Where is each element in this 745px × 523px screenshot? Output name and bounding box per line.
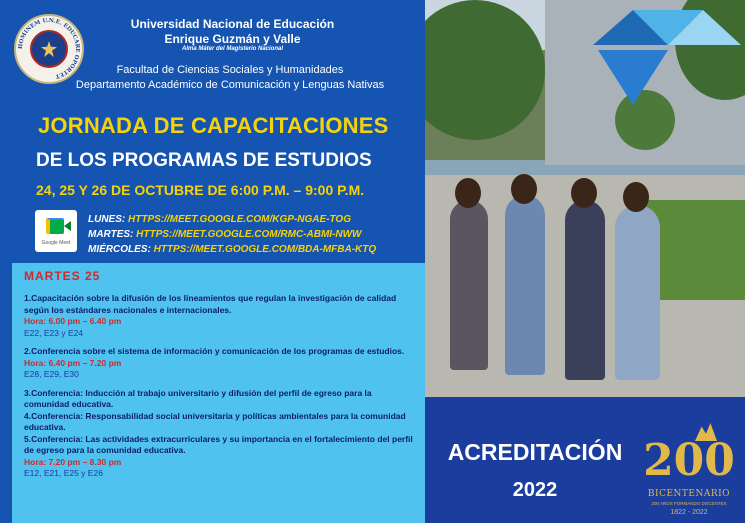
program-item-2: 2.Conferencia sobre el sistema de información y comunicación de los programas de estudios. bbox=[24, 346, 405, 356]
program-item-3: 3.Conferencia: Inducción al trabajo universitario y difusión del perfil de egreso para la comunidad educativa. bbox=[24, 387, 372, 409]
meet-link-url[interactable]: HTTPS://MEET.GOOGLE.COM/KGP-NGAE-TOG bbox=[128, 214, 351, 225]
alma-mater-motto: Alma Máter del Magisterio Nacional bbox=[181, 46, 284, 52]
program-item-4: 4.Conferencia: Responsabilidad social universitaria y políticas ambientales para la comunidad educativa. bbox=[24, 410, 406, 432]
event-title-line1: JORNADA DE CAPACITACIONES bbox=[38, 113, 389, 138]
meet-links-list bbox=[88, 212, 376, 257]
meet-link-lunes[interactable] bbox=[88, 212, 376, 227]
google-meet-icon bbox=[35, 210, 77, 252]
university-name-line2: Enrique Guzmán y Valle bbox=[164, 32, 301, 46]
program-panel bbox=[12, 263, 425, 523]
program-item-2-time: Hora: 6.40 pm – 7.20 pm bbox=[24, 357, 122, 368]
decorative-triangles-icon bbox=[593, 5, 743, 115]
bicentenario-subtitle: 200 AÑOS FORMANDO DOCENTES bbox=[651, 501, 727, 506]
event-dates: 24, 25 Y 26 DE OCTUBRE DE 6:00 P.M. – 9:00 P.M. bbox=[36, 182, 365, 198]
bicentenario-word: BICENTENARIO bbox=[647, 489, 731, 499]
accreditation-footer bbox=[425, 397, 745, 523]
department-name: Departamento Académico de Comunicación y Lenguas Nativas bbox=[75, 79, 385, 91]
faculty-name: Facultad de Ciencias Sociales y Humanidades bbox=[116, 64, 344, 76]
program-item-5-time: Hora: 7.20 pm – 8.30 pm bbox=[24, 456, 122, 467]
program-item-1-time: Hora: 6.00 pm – 6.40 pm bbox=[24, 316, 122, 326]
meet-link-day: MARTES: bbox=[88, 229, 134, 240]
program-day-heading: MARTES 25 bbox=[24, 269, 101, 283]
google-meet-label: Google Meet bbox=[41, 240, 71, 246]
meet-link-miercoles[interactable] bbox=[88, 242, 376, 257]
accreditation-title: ACREDITACIÓN bbox=[447, 439, 623, 465]
bicentenario-years: 1822 - 2022 bbox=[670, 509, 708, 516]
campus-students-photo bbox=[425, 0, 745, 397]
meet-link-day: LUNES: bbox=[88, 214, 126, 225]
program-item-1-codes: E22, E23 y E24 bbox=[24, 327, 84, 338]
university-name-line1: Universidad Nacional de Educación bbox=[130, 17, 335, 31]
program-list bbox=[24, 293, 419, 480]
meet-link-martes[interactable] bbox=[88, 227, 376, 242]
program-item-5: 5.Conferencia: Las actividades extracurriculares y su importancia en el fortalecimiento del perfil de egreso para la comunidad educativa. bbox=[24, 433, 413, 455]
meet-link-url[interactable]: HTTPS://MEET.GOOGLE.COM/BDA-MFBA-KTQ bbox=[153, 244, 377, 255]
meet-link-url[interactable]: HTTPS://MEET.GOOGLE.COM/RMC-ABMI-NWW bbox=[136, 229, 362, 240]
program-item-2-codes: E28, E29, E30 bbox=[24, 369, 79, 379]
bicentenario-logo bbox=[637, 421, 741, 521]
event-title-line2: DE LOS PROGRAMAS DE ESTUDIOS bbox=[36, 150, 372, 171]
bicentenario-number: 200 bbox=[643, 435, 735, 486]
meet-link-day: MIÉRCOLES: bbox=[88, 244, 151, 255]
svg-text:HOMINEM U.N.E. EDUCARE OPORTET: HOMINEM U.N.E. EDUCARE OPORTET bbox=[17, 17, 81, 80]
program-item-5-codes: E12, E21, E25 y E26 bbox=[24, 468, 103, 478]
program-item-1: 1.Capacitación sobre la difusión de los lineamientos que regulan la investigación de calidad según los estándares nacionales e internacionales. bbox=[24, 293, 397, 315]
accreditation-year: 2022 bbox=[512, 479, 558, 501]
